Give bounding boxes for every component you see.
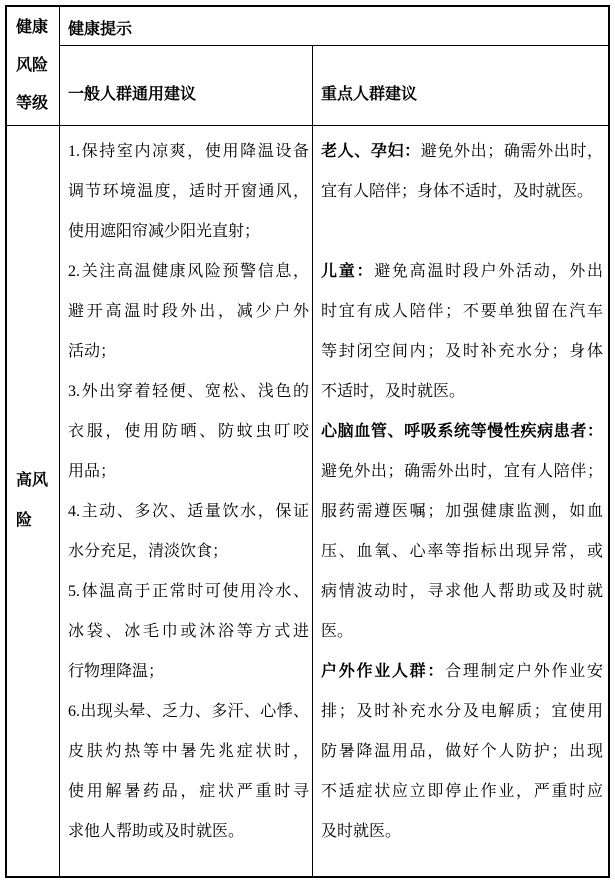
text-line bbox=[68, 652, 309, 692]
text-line bbox=[68, 412, 309, 452]
text-line bbox=[321, 132, 603, 172]
line-text: 使用遮阳帘减少阳光直射； bbox=[68, 223, 261, 240]
text-line bbox=[321, 612, 603, 652]
line-text: 水分充足，清淡饮食； bbox=[68, 543, 229, 560]
text-line bbox=[321, 532, 603, 572]
line-text: 压、血氧、心率等指标出现异常，或 bbox=[321, 543, 603, 560]
line-text: 病情波动时，寻求他人帮助或及时就 bbox=[321, 583, 603, 600]
group-label: 老人、孕妇： bbox=[321, 143, 421, 160]
line-text: 排；及时补充水分及电解质；宜使用 bbox=[321, 703, 603, 720]
line-text: 等封闭空间内；及时补充水分；身体 bbox=[321, 343, 603, 360]
group-label: 户外作业人群： bbox=[321, 663, 446, 680]
line-text: 4.主动、多次、适量饮水，保证 bbox=[68, 503, 309, 520]
text-line bbox=[321, 172, 603, 212]
line-text: 合理制定户外作业安 bbox=[445, 663, 603, 680]
text-line bbox=[68, 492, 309, 532]
line-text: 活动； bbox=[68, 343, 117, 360]
text-line bbox=[321, 652, 603, 692]
line-text: 1.保持室内凉爽，使用降温设备 bbox=[68, 143, 309, 160]
general-advice-cell bbox=[60, 126, 312, 876]
line-text: 及时就医。 bbox=[321, 823, 402, 840]
text-line bbox=[321, 732, 603, 772]
risk-level-value-label: 高风险 bbox=[16, 472, 49, 529]
line-text: 2.关注高温健康风险预警信息， bbox=[68, 263, 309, 280]
text-line bbox=[321, 492, 603, 532]
line-text: 调节环境温度，适时开窗通风， bbox=[68, 183, 309, 200]
text-line bbox=[321, 772, 603, 812]
text-line bbox=[68, 172, 309, 212]
line-text: 防暑降温用品，做好个人防护；出现 bbox=[321, 743, 603, 760]
line-text: 避免外出；确需外出时，宜有人陪伴； bbox=[321, 463, 603, 480]
line-text: 避免外出；确需外出时， bbox=[420, 143, 603, 160]
text-line bbox=[68, 292, 309, 332]
line-text: 行物理降温； bbox=[68, 663, 165, 680]
line-text: 冰袋、冰毛巾或沐浴等方式进 bbox=[68, 623, 309, 640]
line-text: 5.体温高于正常时可使用冷水、 bbox=[68, 583, 309, 600]
line-text: 时宜有成人陪伴；不要单独留在汽车 bbox=[321, 303, 603, 320]
risk-level-header-cell bbox=[7, 7, 59, 125]
line-text: 皮肤灼热等中暑先兆症状时， bbox=[68, 743, 309, 760]
text-line bbox=[68, 372, 309, 412]
health-risk-table bbox=[5, 5, 610, 878]
text-line bbox=[321, 812, 603, 852]
line-text: 避开高温时段外出，减少户外 bbox=[68, 303, 309, 320]
text-line bbox=[68, 772, 309, 812]
health-tips-header-label: 健康提示 bbox=[68, 20, 133, 38]
text-line bbox=[68, 252, 309, 292]
text-line bbox=[321, 372, 603, 412]
line-text: 用品； bbox=[68, 463, 117, 480]
line-text: 求他人帮助或及时就医。 bbox=[68, 823, 245, 840]
text-line bbox=[321, 412, 603, 452]
text-line bbox=[321, 452, 603, 492]
text-line bbox=[321, 572, 603, 612]
blank-line bbox=[321, 212, 603, 252]
key-population-header-cell bbox=[313, 46, 608, 125]
line-text: 6.出现头晕、乏力、多汗、心悸、 bbox=[68, 703, 309, 720]
group-label: 心脑血管、呼吸系统等慢性疾病患者： bbox=[321, 423, 603, 440]
text-line bbox=[68, 532, 309, 572]
line-text: 3.外出穿着轻便、宽松、浅色的 bbox=[68, 383, 309, 400]
text-line bbox=[68, 132, 309, 172]
text-line bbox=[68, 332, 309, 372]
line-text: 使用解暑药品，症状严重时寻 bbox=[68, 783, 309, 800]
line-text: 医。 bbox=[321, 623, 354, 640]
text-line bbox=[68, 452, 309, 492]
line-text: 避免高温时段户外活动，外出 bbox=[374, 263, 603, 280]
text-line bbox=[68, 692, 309, 732]
line-text: 服药需遵医嘱；加强健康监测，如血 bbox=[321, 503, 603, 520]
text-line bbox=[321, 692, 603, 732]
general-population-header-label: 一般人群通用建议 bbox=[68, 86, 197, 103]
text-line bbox=[321, 292, 603, 332]
general-population-header-cell bbox=[60, 46, 312, 125]
line-text: 宜有人陪伴；身体不适时，及时就医。 bbox=[321, 183, 594, 200]
text-line bbox=[68, 732, 309, 772]
text-line bbox=[68, 812, 309, 852]
line-text: 不适症状应立即停止作业，严重时应 bbox=[321, 783, 603, 800]
health-tips-header-cell bbox=[60, 7, 608, 45]
text-line bbox=[68, 612, 309, 652]
key-advice-cell bbox=[313, 126, 608, 876]
text-line bbox=[321, 332, 603, 372]
line-text: 不适时，及时就医。 bbox=[321, 383, 466, 400]
text-line bbox=[321, 252, 603, 292]
text-line bbox=[68, 212, 309, 252]
risk-level-value-cell bbox=[7, 126, 59, 876]
text-line bbox=[68, 572, 309, 612]
risk-level-header-label: 健康风险等级 bbox=[16, 19, 49, 112]
group-label: 儿童： bbox=[321, 263, 375, 280]
line-text: 衣服，使用防晒、防蚊虫叮咬 bbox=[68, 423, 309, 440]
key-population-header-label: 重点人群建议 bbox=[321, 86, 418, 103]
